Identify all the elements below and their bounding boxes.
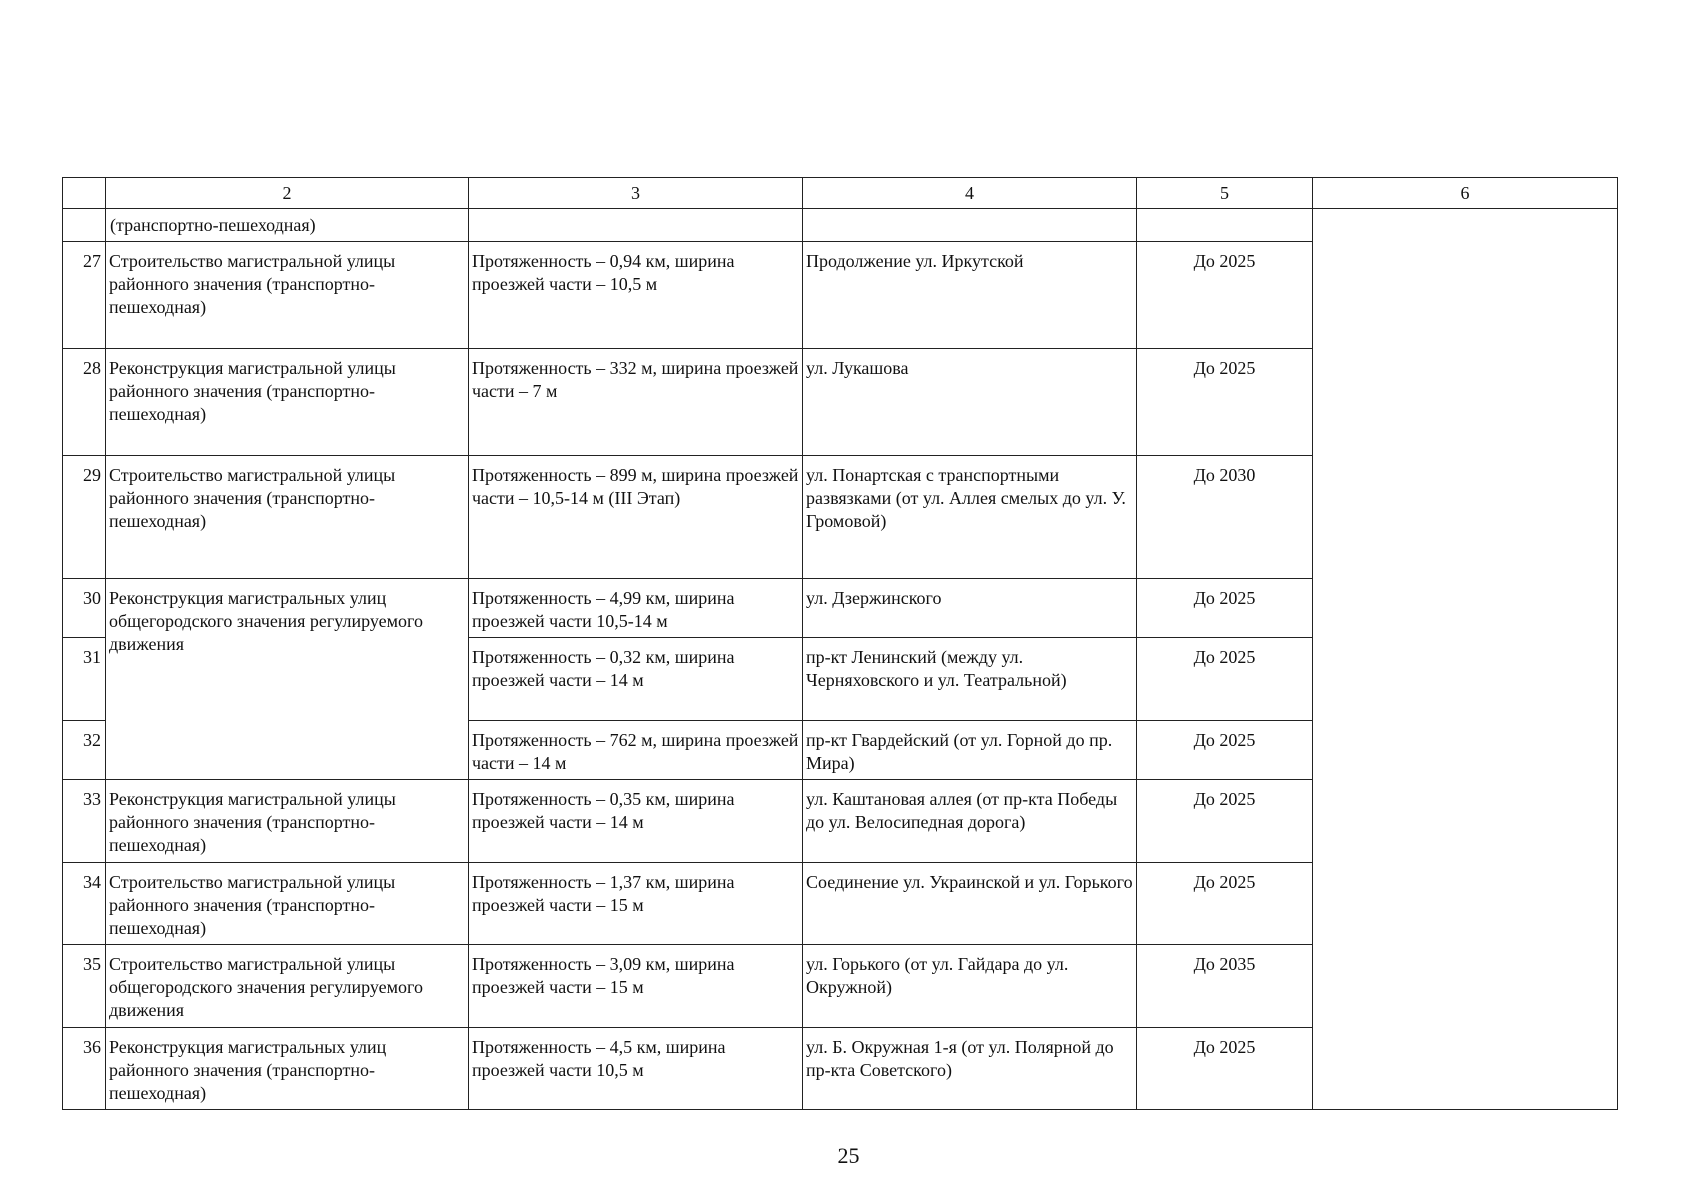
row-number: [63, 209, 106, 242]
work-description: (транспортно-пешеходная): [106, 209, 469, 242]
work-parameters: Протяженность – 1,37 км, ширина проезжей части – 15 м: [469, 863, 803, 945]
work-description: Реконструкция магистральных улиц общегородского значения регулируемого движения: [106, 579, 469, 780]
work-location: Соединение ул. Украинской и ул. Горького: [803, 863, 1137, 945]
header-cell-6: 6: [1313, 178, 1618, 209]
work-parameters: Протяженность – 762 м, ширина проезжей части – 14 м: [469, 721, 803, 780]
row-number: 35: [63, 945, 106, 1028]
work-term: [1137, 209, 1313, 242]
work-location: пр-кт Ленинский (между ул. Черняховского и ул. Театральной): [803, 638, 1137, 721]
work-term: До 2025: [1137, 242, 1313, 349]
work-parameters: Протяженность – 4,5 км, ширина проезжей части 10,5 м: [469, 1028, 803, 1110]
work-location: ул. Б. Окружная 1-я (от ул. Полярной до пр-кта Советского): [803, 1028, 1137, 1110]
notes-column-cell: [1313, 209, 1618, 1110]
header-cell-4: 4: [803, 178, 1137, 209]
work-parameters: [469, 209, 803, 242]
work-location: Продолжение ул. Иркутской: [803, 242, 1137, 349]
page-number: 25: [837, 1143, 860, 1168]
work-term: До 2025: [1137, 721, 1313, 780]
work-location: ул. Каштановая аллея (от пр-кта Победы до ул. Велосипедная дорога): [803, 780, 1137, 863]
row-number: 31: [63, 638, 106, 721]
work-description: Строительство магистральной улицы районного значения (транспортно-пешеходная): [106, 863, 469, 945]
work-term: До 2025: [1137, 780, 1313, 863]
work-term: До 2025: [1137, 863, 1313, 945]
work-description: Реконструкция магистральной улицы районного значения (транспортно-пешеходная): [106, 349, 469, 456]
work-parameters: Протяженность – 4,99 км, ширина проезжей части 10,5-14 м: [469, 579, 803, 638]
header-cell-5: 5: [1137, 178, 1313, 209]
header-cell-2: 2: [106, 178, 469, 209]
work-description: Реконструкция магистральной улицы районного значения (транспортно-пешеходная): [106, 780, 469, 863]
row-number: 32: [63, 721, 106, 780]
work-description: Строительство магистральной улицы районного значения (транспортно-пешеходная): [106, 456, 469, 579]
work-location: ул. Дзержинского: [803, 579, 1137, 638]
row-number: 34: [63, 863, 106, 945]
row-number: 33: [63, 780, 106, 863]
work-parameters: Протяженность – 0,32 км, ширина проезжей части – 14 м: [469, 638, 803, 721]
work-term: До 2025: [1137, 1028, 1313, 1110]
work-term: До 2030: [1137, 456, 1313, 579]
work-term: До 2035: [1137, 945, 1313, 1028]
work-parameters: Протяженность – 0,94 км, ширина проезжей части – 10,5 м: [469, 242, 803, 349]
header-cell-1: [63, 178, 106, 209]
work-term: До 2025: [1137, 579, 1313, 638]
work-parameters: Протяженность – 899 м, ширина проезжей части – 10,5-14 м (III Этап): [469, 456, 803, 579]
work-location: [803, 209, 1137, 242]
row-number: 36: [63, 1028, 106, 1110]
row-number: 28: [63, 349, 106, 456]
row-number: 27: [63, 242, 106, 349]
planned-works-table: [62, 177, 1618, 1110]
work-parameters: Протяженность – 3,09 км, ширина проезжей части – 15 м: [469, 945, 803, 1028]
work-parameters: Протяженность – 0,35 км, ширина проезжей части – 14 м: [469, 780, 803, 863]
work-location: ул. Лукашова: [803, 349, 1137, 456]
continuation-row: [63, 209, 1618, 242]
work-description: Реконструкция магистральных улиц районного значения (транспортно-пешеходная): [106, 1028, 469, 1110]
header-cell-3: 3: [469, 178, 803, 209]
work-location: ул. Понартская с транспортными развязками (от ул. Аллея смелых до ул. У. Громовой): [803, 456, 1137, 579]
work-description: Строительство магистральной улицы общегородского значения регулируемого движения: [106, 945, 469, 1028]
row-number: 30: [63, 579, 106, 638]
row-number: 29: [63, 456, 106, 579]
work-location: пр-кт Гвардейский (от ул. Горной до пр. Мира): [803, 721, 1137, 780]
work-parameters: Протяженность – 332 м, ширина проезжей части – 7 м: [469, 349, 803, 456]
work-term: До 2025: [1137, 349, 1313, 456]
work-location: ул. Горького (от ул. Гайдара до ул. Окружной): [803, 945, 1137, 1028]
table-header-row: [63, 178, 1618, 209]
work-description: Строительство магистральной улицы районного значения (транспортно-пешеходная): [106, 242, 469, 349]
work-term: До 2025: [1137, 638, 1313, 721]
